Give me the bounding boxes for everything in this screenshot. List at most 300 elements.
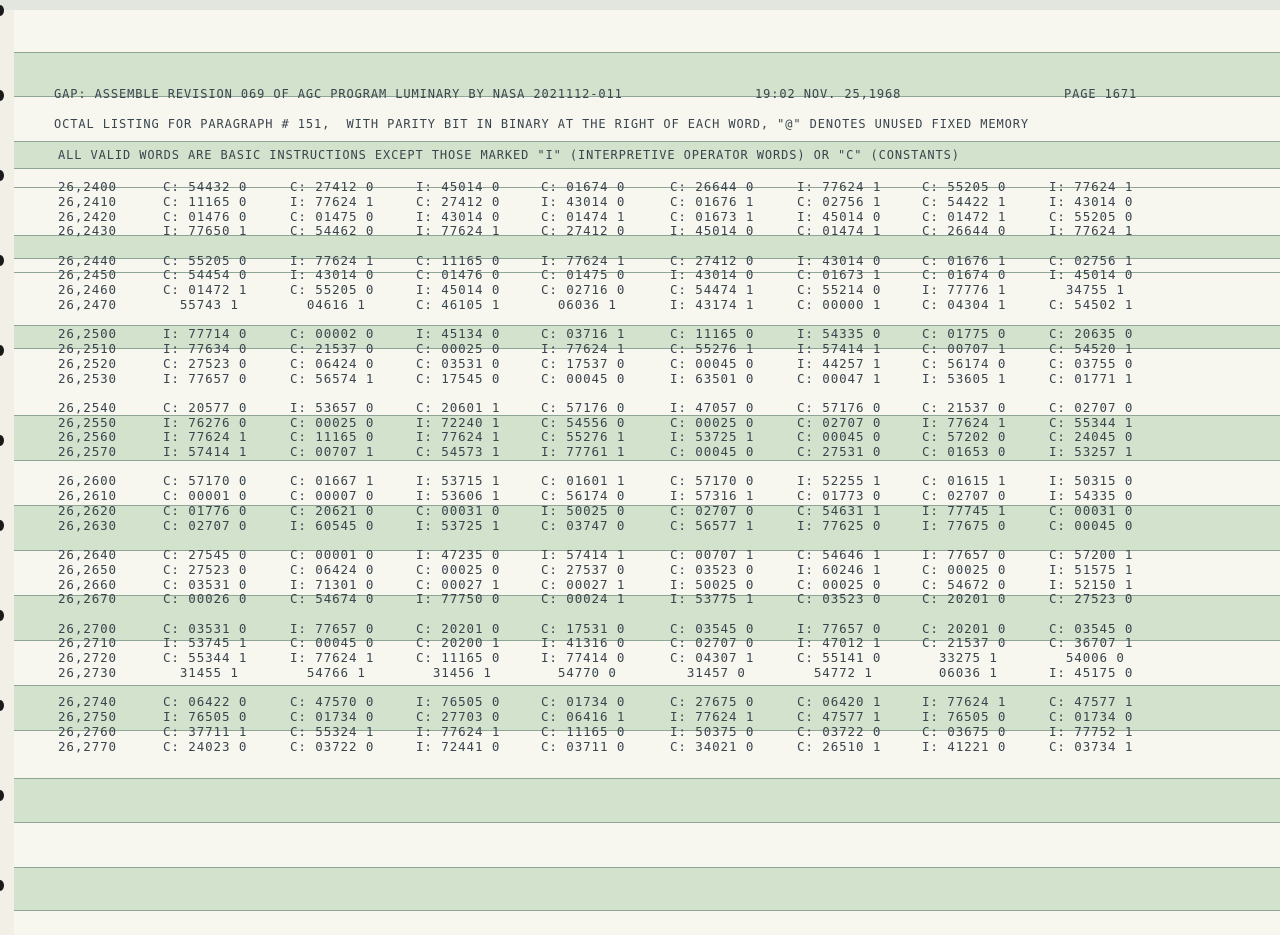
- memory-word: I: 77750 0: [416, 591, 501, 607]
- memory-word: C: 36707 1: [1049, 635, 1134, 651]
- row-address: 26,2550: [58, 414, 117, 430]
- memory-word: C: 03722 0: [797, 723, 882, 739]
- memory-word: C: 57170 0: [163, 473, 248, 489]
- memory-word: C: 00024 1: [541, 591, 626, 607]
- memory-word: C: 54674 0: [290, 591, 375, 607]
- print-timestamp: 19:02 NOV. 25,1968: [755, 87, 902, 101]
- punch-hole: [0, 90, 4, 101]
- memory-word: I: 60246 1: [797, 561, 882, 577]
- memory-word: I: 63501 0: [670, 370, 755, 386]
- memory-word: C: 54631 1: [797, 503, 882, 518]
- memory-word: I: 71301 0: [290, 576, 375, 592]
- memory-word: C: 26510 1: [797, 738, 882, 754]
- memory-word: I: 77714 0: [163, 326, 248, 342]
- memory-word: C: 57176 0: [797, 399, 882, 415]
- memory-word: C: 27703 0: [416, 709, 501, 724]
- memory-word: C: 03523 0: [670, 561, 755, 577]
- memory-word: C: 01667 1: [290, 473, 375, 489]
- memory-word: C: 11165 0: [541, 723, 626, 739]
- memory-word: C: 01676 1: [670, 193, 755, 209]
- memory-word: C: 11165 0: [670, 326, 755, 342]
- memory-word: 33275 1: [922, 650, 998, 666]
- paper-top-edge: [0, 0, 1280, 10]
- memory-word: C: 03531 0: [163, 576, 248, 592]
- memory-word: I: 72441 0: [416, 738, 501, 754]
- memory-word: I: 53745 1: [163, 635, 248, 651]
- memory-word: C: 00031 0: [1049, 503, 1134, 518]
- row-address: 26,2440: [58, 252, 117, 268]
- memory-word: I: 43014 0: [541, 193, 626, 209]
- memory-word: C: 47570 0: [290, 694, 375, 710]
- memory-word: C: 03716 1: [541, 326, 626, 342]
- memory-word: I: 43014 0: [290, 267, 375, 283]
- memory-word: C: 06424 0: [290, 561, 375, 577]
- memory-word: C: 20601 1: [416, 399, 501, 415]
- memory-word: C: 54502 1: [1049, 297, 1134, 312]
- memory-word: I: 57316 1: [670, 488, 755, 504]
- memory-word: C: 06420 1: [797, 694, 882, 710]
- memory-word: C: 01734 0: [1049, 709, 1134, 724]
- punch-hole: [0, 345, 4, 356]
- row-address: 26,2400: [58, 179, 117, 194]
- memory-word: C: 00001 0: [163, 488, 248, 504]
- memory-word: 31456 1: [416, 665, 492, 680]
- memory-word: I: 53775 1: [670, 591, 755, 607]
- memory-word: I: 45134 0: [416, 326, 501, 342]
- memory-word: C: 20577 0: [163, 399, 248, 415]
- row-address: 26,2450: [58, 267, 117, 283]
- memory-word: C: 21537 0: [290, 341, 375, 356]
- memory-word: I: 77634 0: [163, 341, 248, 356]
- row-address: 26,2710: [58, 635, 117, 651]
- memory-word: I: 76505 0: [416, 694, 501, 710]
- memory-word: C: 24023 0: [163, 738, 248, 754]
- memory-word: C: 01615 1: [922, 473, 1007, 489]
- memory-word: I: 53657 0: [290, 399, 375, 415]
- memory-word: C: 55205 0: [1049, 208, 1134, 224]
- row-address: 26,2510: [58, 341, 117, 356]
- memory-word: I: 60545 0: [290, 517, 375, 533]
- memory-word: I: 44257 1: [797, 355, 882, 371]
- memory-word: C: 01673 1: [797, 267, 882, 283]
- memory-word: C: 00045 0: [670, 444, 755, 460]
- row-address: 26,2600: [58, 473, 117, 489]
- memory-word: C: 01472 1: [163, 282, 248, 298]
- memory-word: C: 56174 0: [541, 488, 626, 504]
- row-address: 26,2610: [58, 488, 117, 504]
- memory-word: I: 50025 0: [541, 503, 626, 518]
- memory-word: I: 77657 0: [797, 620, 882, 636]
- memory-word: C: 00047 1: [797, 370, 882, 386]
- memory-word: C: 11165 0: [290, 429, 375, 445]
- memory-word: C: 57200 1: [1049, 547, 1134, 562]
- memory-word: I: 76276 0: [163, 414, 248, 430]
- memory-word: I: 77414 0: [541, 650, 626, 666]
- memory-word: I: 53257 1: [1049, 444, 1134, 460]
- memory-word: C: 01734 0: [541, 694, 626, 710]
- memory-word: I: 43014 0: [797, 252, 882, 268]
- memory-word: I: 53715 1: [416, 473, 501, 489]
- memory-word: C: 57202 0: [922, 429, 1007, 445]
- memory-word: C: 17537 0: [541, 355, 626, 371]
- row-address: 26,2700: [58, 620, 117, 636]
- memory-word: C: 54432 0: [163, 179, 248, 194]
- ruling-line: [14, 685, 1280, 686]
- memory-word: C: 11165 0: [416, 252, 501, 268]
- row-address: 26,2500: [58, 326, 117, 342]
- memory-word: I: 77624 1: [541, 252, 626, 268]
- row-address: 26,2620: [58, 503, 117, 518]
- memory-word: C: 54474 1: [670, 282, 755, 298]
- memory-word: C: 01653 0: [922, 444, 1007, 460]
- memory-word: I: 57414 1: [541, 547, 626, 562]
- memory-word: C: 02707 0: [797, 414, 882, 430]
- memory-word: I: 77624 1: [541, 341, 626, 356]
- memory-word: 34755 1: [1049, 282, 1125, 298]
- memory-word: C: 21537 0: [922, 635, 1007, 651]
- memory-word: C: 26644 0: [922, 223, 1007, 239]
- memory-word: C: 00025 0: [670, 414, 755, 430]
- punch-hole: [0, 170, 4, 181]
- memory-word: I: 45014 0: [670, 223, 755, 239]
- memory-word: 06036 1: [922, 665, 998, 680]
- memory-word: 54766 1: [290, 665, 366, 680]
- memory-word: C: 01674 0: [922, 267, 1007, 283]
- memory-word: I: 53605 1: [922, 370, 1007, 386]
- memory-word: I: 77624 1: [416, 723, 501, 739]
- memory-word: 54772 1: [797, 665, 873, 680]
- memory-word: I: 77624 1: [1049, 179, 1134, 194]
- memory-word: C: 02707 0: [1049, 399, 1134, 415]
- memory-word: C: 01773 0: [797, 488, 882, 504]
- memory-word: C: 04304 1: [922, 297, 1007, 312]
- ruling-line: [14, 867, 1280, 868]
- memory-word: I: 57414 1: [163, 444, 248, 460]
- memory-word: C: 20200 1: [416, 635, 501, 651]
- memory-word: C: 20201 0: [922, 620, 1007, 636]
- memory-word: I: 77650 1: [163, 223, 248, 239]
- memory-word: C: 11165 0: [163, 193, 248, 209]
- row-address: 26,2570: [58, 444, 117, 460]
- memory-word: I: 47057 0: [670, 399, 755, 415]
- memory-word: C: 01472 1: [922, 208, 1007, 224]
- row-address: 26,2660: [58, 576, 117, 592]
- memory-word: C: 01476 0: [163, 208, 248, 224]
- legend-note: ALL VALID WORDS ARE BASIC INSTRUCTIONS EXCEPT THOSE MARKED "I" (INTERPRETIVE OPERATOR WORDS) OR "C" (CONSTANTS): [58, 148, 960, 162]
- memory-word: I: 47012 1: [797, 635, 882, 651]
- row-address: 26,2750: [58, 709, 117, 724]
- memory-word: C: 00707 1: [670, 547, 755, 562]
- green-band: [14, 867, 1280, 910]
- ruling-line: [14, 778, 1280, 779]
- memory-word: I: 43174 1: [670, 297, 755, 312]
- memory-word: I: 77776 1: [922, 282, 1007, 298]
- memory-word: C: 00045 0: [541, 370, 626, 386]
- memory-word: 55743 1: [163, 297, 239, 312]
- memory-word: C: 17545 0: [416, 370, 501, 386]
- memory-word: C: 55344 1: [1049, 414, 1134, 430]
- memory-word: C: 54573 1: [416, 444, 501, 460]
- memory-word: I: 77624 1: [163, 429, 248, 445]
- memory-word: I: 77624 1: [922, 694, 1007, 710]
- memory-word: C: 55205 0: [290, 282, 375, 298]
- memory-word: C: 57176 0: [541, 399, 626, 415]
- memory-word: C: 03755 0: [1049, 355, 1134, 371]
- memory-word: C: 54672 0: [922, 576, 1007, 592]
- memory-word: I: 54335 0: [797, 326, 882, 342]
- memory-word: C: 46105 1: [416, 297, 501, 312]
- row-address: 26,2650: [58, 561, 117, 577]
- memory-word: C: 02707 0: [670, 503, 755, 518]
- memory-word: I: 57414 1: [797, 341, 882, 356]
- row-address: 26,2670: [58, 591, 117, 607]
- ruling-line: [14, 822, 1280, 823]
- memory-word: I: 45014 0: [416, 282, 501, 298]
- punch-hole: [0, 5, 4, 16]
- memory-word: I: 50375 0: [670, 723, 755, 739]
- punch-hole: [0, 700, 4, 711]
- memory-word: C: 55205 0: [922, 179, 1007, 194]
- ruling-line: [14, 168, 1280, 169]
- memory-word: I: 76505 0: [163, 709, 248, 724]
- memory-word: C: 01475 0: [541, 267, 626, 283]
- memory-word: C: 37711 1: [163, 723, 248, 739]
- memory-word: C: 27675 0: [670, 694, 755, 710]
- memory-word: C: 03531 0: [416, 355, 501, 371]
- memory-word: C: 01601 1: [541, 473, 626, 489]
- memory-word: C: 02716 0: [541, 282, 626, 298]
- memory-word: C: 00027 1: [541, 576, 626, 592]
- memory-word: C: 01676 1: [922, 252, 1007, 268]
- memory-word: C: 20621 0: [290, 503, 375, 518]
- memory-word: I: 77745 1: [922, 503, 1007, 518]
- memory-word: I: 52150 1: [1049, 576, 1134, 592]
- memory-word: C: 11165 0: [416, 650, 501, 666]
- memory-word: C: 27412 0: [670, 252, 755, 268]
- memory-word: C: 00002 0: [290, 326, 375, 342]
- memory-word: 04616 1: [290, 297, 366, 312]
- memory-word: C: 27545 0: [163, 547, 248, 562]
- memory-word: C: 00025 0: [797, 576, 882, 592]
- memory-word: I: 77657 0: [163, 370, 248, 386]
- memory-word: C: 00025 0: [416, 561, 501, 577]
- memory-word: I: 77625 0: [797, 517, 882, 533]
- memory-word: C: 55205 0: [163, 252, 248, 268]
- punch-hole: [0, 790, 4, 801]
- memory-word: I: 72240 1: [416, 414, 501, 430]
- memory-word: 31457 0: [670, 665, 746, 680]
- memory-word: C: 02756 1: [1049, 252, 1134, 268]
- memory-word: C: 55214 0: [797, 282, 882, 298]
- memory-word: I: 77675 0: [922, 517, 1007, 533]
- memory-word: C: 02707 0: [163, 517, 248, 533]
- row-address: 26,2740: [58, 694, 117, 710]
- memory-word: C: 03711 0: [541, 738, 626, 754]
- memory-word: I: 77624 1: [290, 252, 375, 268]
- memory-word: I: 45014 0: [1049, 267, 1134, 283]
- row-address: 26,2530: [58, 370, 117, 386]
- memory-word: I: 77624 1: [1049, 223, 1134, 239]
- memory-word: 54006 0: [1049, 650, 1125, 666]
- memory-word: C: 27412 0: [290, 179, 375, 194]
- row-address: 26,2630: [58, 517, 117, 533]
- memory-word: 54770 0: [541, 665, 617, 680]
- memory-word: I: 76505 0: [922, 709, 1007, 724]
- memory-word: C: 27523 0: [163, 561, 248, 577]
- punch-hole: [0, 435, 4, 446]
- memory-word: C: 17531 0: [541, 620, 626, 636]
- memory-word: I: 51575 1: [1049, 561, 1134, 577]
- memory-word: C: 34021 0: [670, 738, 755, 754]
- memory-word: I: 77624 1: [416, 223, 501, 239]
- memory-word: C: 00045 0: [1049, 517, 1134, 533]
- memory-word: I: 43014 0: [1049, 193, 1134, 209]
- memory-word: I: 41316 0: [541, 635, 626, 651]
- row-address: 26,2560: [58, 429, 117, 445]
- memory-word: C: 00025 0: [416, 341, 501, 356]
- memory-word: I: 77624 1: [922, 414, 1007, 430]
- memory-word: C: 54556 0: [541, 414, 626, 430]
- memory-word: C: 02707 0: [670, 635, 755, 651]
- memory-word: C: 03531 0: [163, 620, 248, 636]
- memory-word: C: 57170 0: [670, 473, 755, 489]
- memory-word: C: 26644 0: [670, 179, 755, 194]
- memory-word: I: 77624 1: [797, 179, 882, 194]
- memory-word: C: 27531 0: [797, 444, 882, 460]
- memory-word: C: 24045 0: [1049, 429, 1134, 445]
- row-address: 26,2540: [58, 399, 117, 415]
- memory-word: C: 20635 0: [1049, 326, 1134, 342]
- memory-word: C: 56577 1: [670, 517, 755, 533]
- memory-word: I: 47235 0: [416, 547, 501, 562]
- row-address: 26,2470: [58, 297, 117, 312]
- row-address: 26,2640: [58, 547, 117, 562]
- memory-word: I: 53725 1: [416, 517, 501, 533]
- memory-word: C: 56574 1: [290, 370, 375, 386]
- memory-word: C: 06416 1: [541, 709, 626, 724]
- memory-word: C: 55344 1: [163, 650, 248, 666]
- memory-word: I: 54335 0: [1049, 488, 1134, 504]
- punch-hole: [0, 255, 4, 266]
- ruling-line: [14, 141, 1280, 142]
- memory-word: C: 00045 0: [290, 635, 375, 651]
- memory-word: 06036 1: [541, 297, 617, 312]
- memory-word: C: 20201 0: [922, 591, 1007, 607]
- memory-word: C: 00000 1: [797, 297, 882, 312]
- memory-word: C: 54462 0: [290, 223, 375, 239]
- memory-word: C: 27537 0: [541, 561, 626, 577]
- ruling-line: [14, 52, 1280, 53]
- memory-word: C: 00045 0: [797, 429, 882, 445]
- row-address: 26,2720: [58, 650, 117, 666]
- memory-word: C: 00031 0: [416, 503, 501, 518]
- memory-word: C: 20201 0: [416, 620, 501, 636]
- memory-word: C: 01734 0: [290, 709, 375, 724]
- memory-word: C: 27412 0: [416, 193, 501, 209]
- green-band: [14, 778, 1280, 822]
- memory-word: C: 27523 0: [163, 355, 248, 371]
- memory-word: C: 00007 0: [290, 488, 375, 504]
- memory-word: C: 47577 1: [797, 709, 882, 724]
- memory-word: C: 01674 0: [541, 179, 626, 194]
- row-address: 26,2420: [58, 208, 117, 224]
- ruling-line: [14, 460, 1280, 461]
- memory-word: C: 47577 1: [1049, 694, 1134, 710]
- memory-word: I: 77752 1: [1049, 723, 1134, 739]
- memory-word: C: 00707 1: [290, 444, 375, 460]
- punch-hole: [0, 610, 4, 621]
- memory-word: C: 03545 0: [1049, 620, 1134, 636]
- memory-word: I: 77624 1: [670, 709, 755, 724]
- punch-hole: [0, 880, 4, 891]
- row-address: 26,2430: [58, 223, 117, 239]
- memory-word: C: 01476 0: [416, 267, 501, 283]
- memory-word: C: 01776 0: [163, 503, 248, 518]
- memory-word: C: 55324 1: [290, 723, 375, 739]
- memory-word: I: 45175 0: [1049, 665, 1134, 680]
- memory-word: C: 54646 1: [797, 547, 882, 562]
- row-address: 26,2760: [58, 723, 117, 739]
- memory-word: I: 77761 1: [541, 444, 626, 460]
- ruling-line: [14, 910, 1280, 911]
- memory-word: I: 77657 0: [290, 620, 375, 636]
- memory-word: C: 03545 0: [670, 620, 755, 636]
- memory-word: C: 01475 0: [290, 208, 375, 224]
- page-number: PAGE 1671: [1064, 87, 1138, 101]
- memory-word: C: 54454 0: [163, 267, 248, 283]
- memory-word: I: 50315 0: [1049, 473, 1134, 489]
- memory-word: C: 00045 0: [670, 355, 755, 371]
- memory-word: C: 03675 0: [922, 723, 1007, 739]
- memory-word: C: 21537 0: [922, 399, 1007, 415]
- row-address: 26,2520: [58, 355, 117, 371]
- row-address: 26,2770: [58, 738, 117, 754]
- memory-word: C: 01771 1: [1049, 370, 1134, 386]
- memory-word: I: 45014 0: [416, 179, 501, 194]
- memory-word: C: 27412 0: [541, 223, 626, 239]
- memory-word: C: 56174 0: [922, 355, 1007, 371]
- memory-word: C: 01474 1: [541, 208, 626, 224]
- memory-word: C: 00001 0: [290, 547, 375, 562]
- memory-word: I: 43014 0: [670, 267, 755, 283]
- memory-word: C: 03734 1: [1049, 738, 1134, 754]
- memory-word: C: 00025 0: [922, 561, 1007, 577]
- memory-word: I: 53606 1: [416, 488, 501, 504]
- assembly-title: GAP: ASSEMBLE REVISION 069 OF AGC PROGRAM LUMINARY BY NASA 2021112-011: [54, 87, 623, 101]
- memory-word: C: 55141 0: [797, 650, 882, 666]
- memory-word: I: 77657 0: [922, 547, 1007, 562]
- listing-description: OCTAL LISTING FOR PARAGRAPH # 151, WITH PARITY BIT IN BINARY AT THE RIGHT OF EACH WORD, "@" DENOTES UNUSED FIXED MEMORY: [54, 117, 1029, 131]
- memory-word: C: 00707 1: [922, 341, 1007, 356]
- memory-word: C: 06424 0: [290, 355, 375, 371]
- memory-word: I: 43014 0: [416, 208, 501, 224]
- memory-word: C: 00027 1: [416, 576, 501, 592]
- memory-word: I: 77624 1: [290, 193, 375, 209]
- memory-word: C: 55276 1: [541, 429, 626, 445]
- row-address: 26,2730: [58, 665, 117, 680]
- memory-word: C: 01775 0: [922, 326, 1007, 342]
- memory-word: C: 03523 0: [797, 591, 882, 607]
- memory-word: C: 27523 0: [1049, 591, 1134, 607]
- row-address: 26,2410: [58, 193, 117, 209]
- memory-word: I: 53725 1: [670, 429, 755, 445]
- memory-word: I: 45014 0: [797, 208, 882, 224]
- memory-word: C: 00026 0: [163, 591, 248, 607]
- row-address: 26,2460: [58, 282, 117, 298]
- memory-word: C: 02707 0: [922, 488, 1007, 504]
- memory-word: C: 04307 1: [670, 650, 755, 666]
- memory-word: C: 02756 1: [797, 193, 882, 209]
